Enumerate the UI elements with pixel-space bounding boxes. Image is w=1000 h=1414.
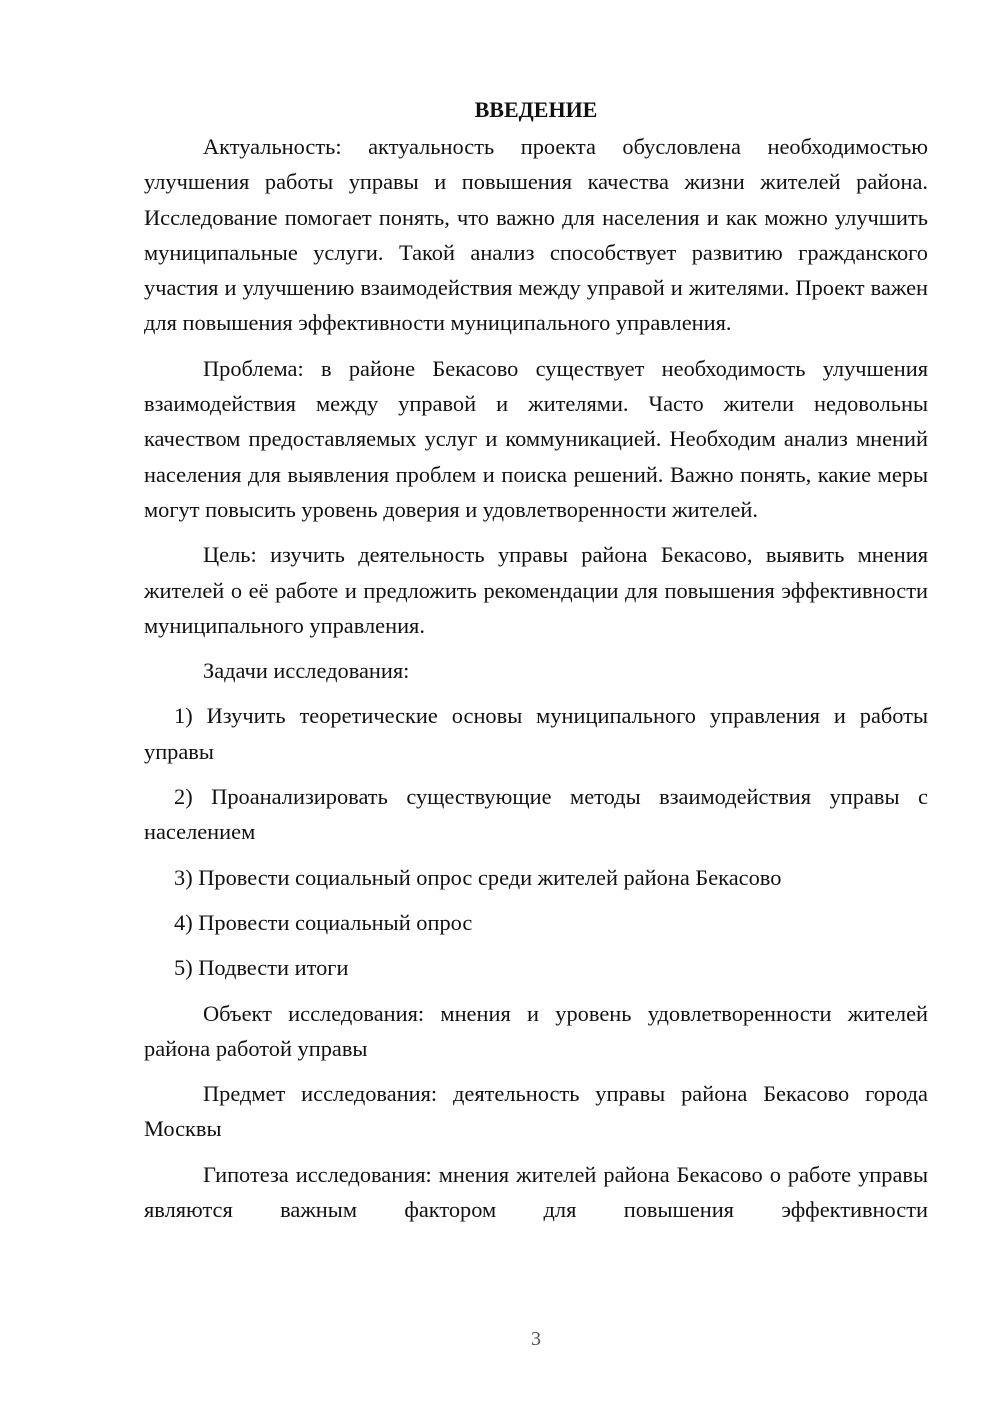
subject-paragraph: Предмет исследования: деятельность управы района Бекасово города Москвы (144, 1081, 928, 1142)
object-paragraph: Объект исследования: мнения и уровень удовлетворенности жителей района работой управы (144, 1000, 928, 1061)
task-item-4: 4) Провести социальный опрос (174, 909, 473, 935)
task-item-5: 5) Подвести итоги (174, 955, 349, 981)
relevance-paragraph: Актуальность: актуальность проекта обусловлена необходимостью улучшения работы управы и повышения качества жизни жителей района. Исследование помогает понять, что важно для населения и как можно улучшить муниципальные услуги. Такой анализ способствует развитию гражданского участия и улучшению взаимодействия между управой и жителями. Проект важен для повышения эффективности муниципального управления. (144, 134, 928, 336)
page-number: 3 (531, 1328, 541, 1350)
page-title: ВВЕДЕНИЕ (474, 97, 598, 122)
goal-paragraph: Цель: изучить деятельность управы района Бекасово, выявить мнения жителей о её работе и предложить рекомендации для повышения эффективности муниципального управления. (144, 542, 928, 638)
task-item-3: 3) Провести социальный опрос среди жителей района Бекасово (174, 864, 782, 890)
problem-paragraph: Проблема: в районе Бекасово существует необходимость улучшения взаимодействия между управой и жителями. Часто жители недовольны качеством предоставляемых услуг и коммуникацией. Необходим анализ мнений населения для выявления проблем и поиска решений. Важно понять, какие меры могут повысить уровень доверия и удовлетворенности жителей. (144, 355, 928, 522)
tasks-heading: Задачи исследования: (203, 658, 410, 684)
document-page (144, 92, 928, 1227)
hypothesis-paragraph: Гипотеза исследования: мнения жителей района Бекасово о работе управы являются важным фактором для повышения эффективности (144, 1161, 928, 1223)
task-item-1: 1) Изучить теоретические основы муниципального управления и работы управы (144, 703, 928, 764)
task-item-2: 2) Проанализировать существующие методы взаимодействия управы с населением (144, 784, 928, 845)
